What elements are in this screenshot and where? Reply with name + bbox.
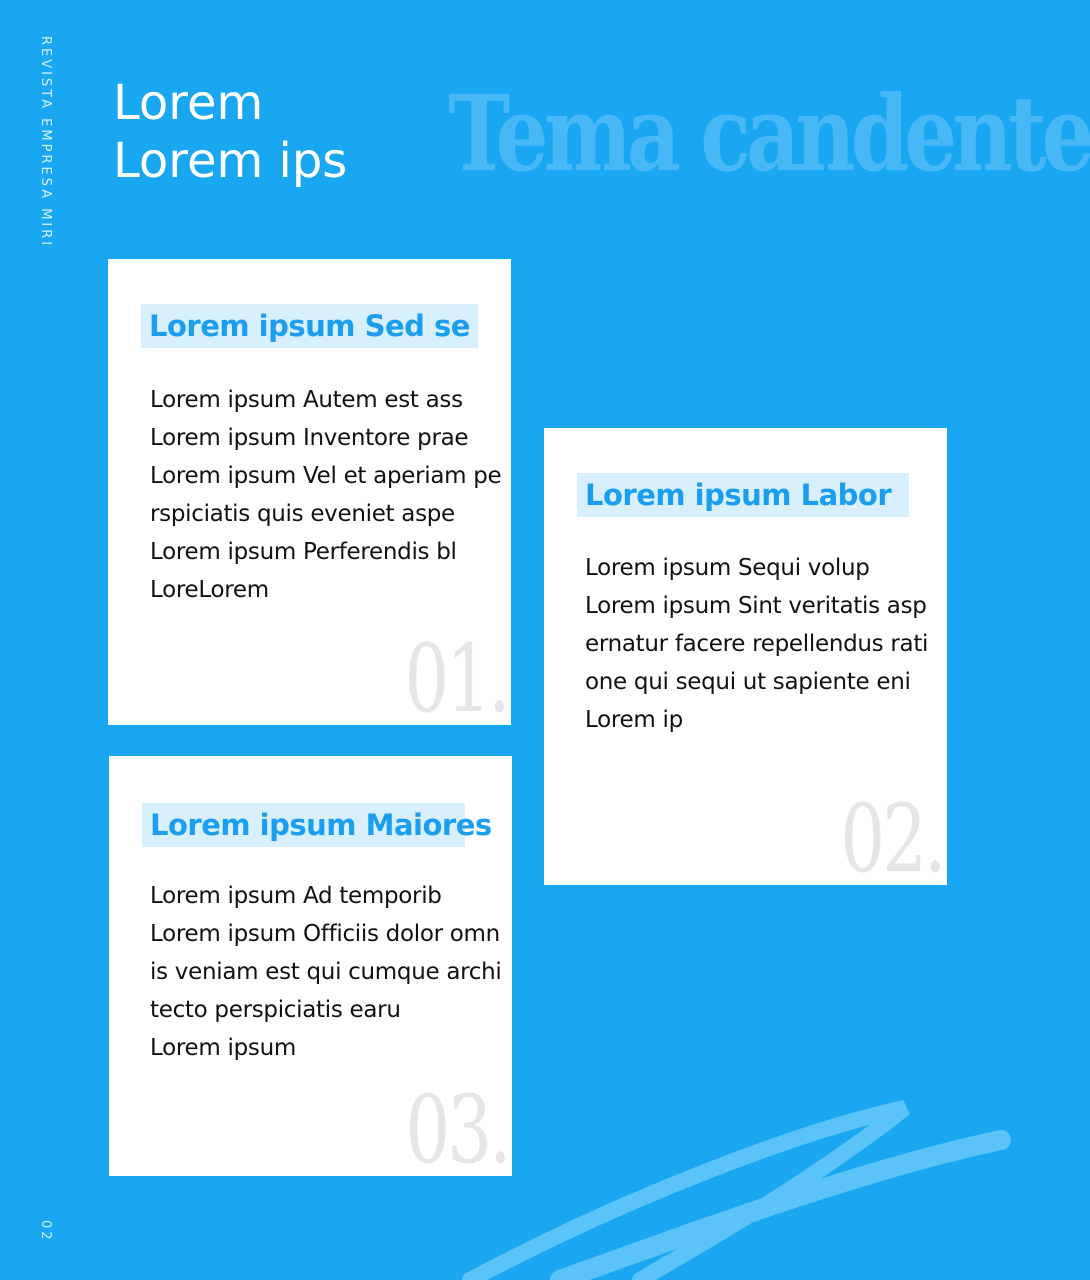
- card-body: [585, 549, 928, 739]
- card-line: Lorem ipsum: [150, 1035, 296, 1061]
- card-line: Lorem ipsum Inventore prae: [150, 425, 469, 451]
- card-line: Lorem ipsum Sequi volup: [585, 555, 870, 581]
- card-line: Lorem ipsum Officiis dolor omn: [150, 921, 500, 947]
- card-line: is veniam est qui cumque archi: [150, 959, 502, 985]
- page-title-line: Lorem: [113, 75, 264, 131]
- card-heading: Lorem ipsum Maiores: [142, 803, 465, 847]
- card-line: Lorem ipsum Sint veritatis asp: [585, 593, 927, 619]
- card-number: 01.: [403, 625, 507, 734]
- card-line: Lorem ip: [585, 707, 683, 733]
- card-line: ernatur facere repellendus rati: [585, 631, 929, 657]
- page-title: [113, 74, 347, 190]
- page-number: 02: [38, 1220, 53, 1243]
- watermark-title: Tema candente: [448, 72, 1090, 195]
- magazine-name: REVISTA EMPRESA MIRI: [38, 36, 53, 249]
- card-02: [544, 428, 947, 894]
- card-line: tecto perspiciatis earu: [150, 997, 401, 1023]
- card-line: one qui sequi ut sapiente eni: [585, 669, 911, 695]
- card-number: 03.: [404, 1076, 508, 1185]
- card-body: [150, 877, 502, 1067]
- page-title-line: Lorem ips: [113, 133, 348, 189]
- card-line: Lorem ipsum Ad temporib: [150, 883, 442, 909]
- card-01: [108, 259, 511, 734]
- card-line: Lorem ipsum Vel et aperiam pe: [150, 463, 502, 489]
- card-line: Lorem ipsum Perferendis bl: [150, 539, 457, 565]
- card-heading: Lorem ipsum Labor: [577, 473, 909, 517]
- card-number: 02.: [839, 785, 943, 894]
- card-03: [109, 756, 512, 1185]
- card-line: LoreLorem: [150, 577, 269, 603]
- card-body: [150, 381, 501, 609]
- card-line: Lorem ipsum Autem est ass: [150, 387, 463, 413]
- card-heading: Lorem ipsum Sed se: [141, 304, 478, 348]
- card-line: rspiciatis quis eveniet aspe: [150, 501, 455, 527]
